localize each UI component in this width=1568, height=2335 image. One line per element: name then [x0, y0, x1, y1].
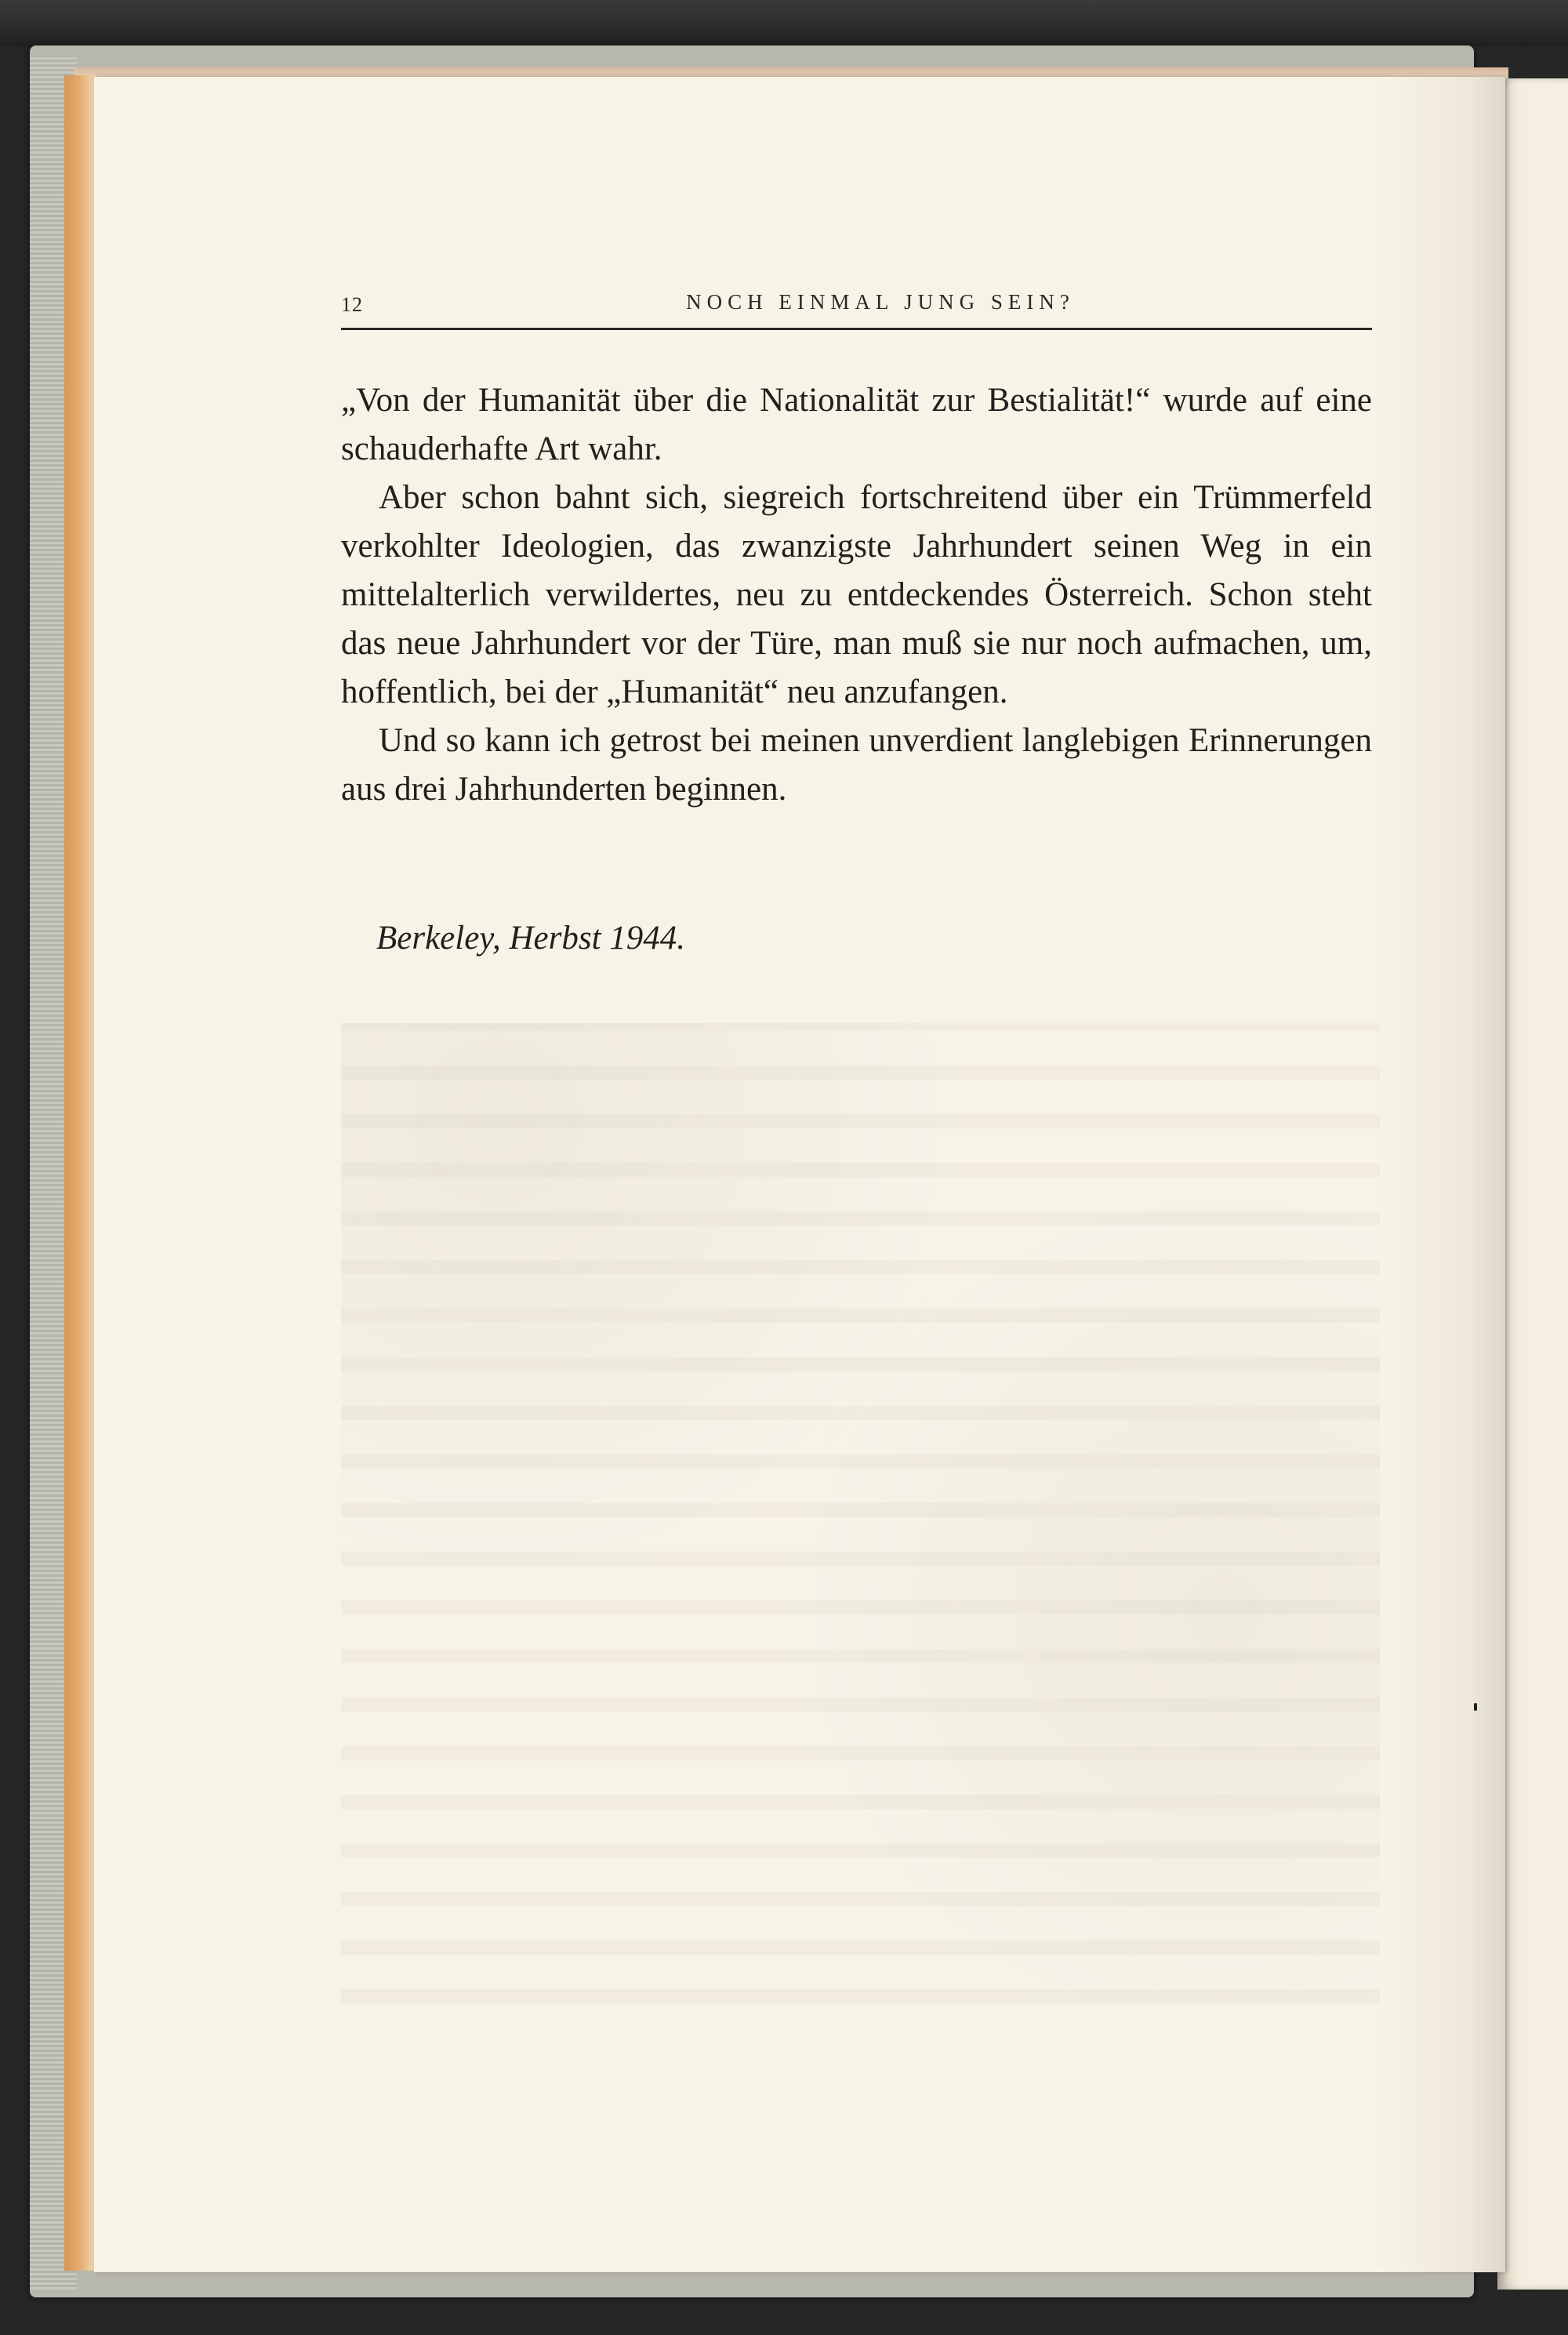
closing-place-date: Berkeley, Herbst 1944.: [376, 920, 686, 957]
paragraph-1: „Von der Humanität über die Nationalität zur Bestialität!“ wurde auf eine schauderhafte Art wahr.: [341, 382, 1372, 467]
page-left-edge: [64, 75, 96, 2271]
scan-background: [0, 0, 1568, 47]
running-head: [341, 290, 1372, 323]
right-page-stack: [1497, 78, 1568, 2290]
header-rule: [341, 328, 1372, 330]
page-number: 12: [341, 293, 363, 316]
paragraph-3: Und so kann ich getrost bei meinen unverdient langlebigen Erinnerungen aus drei Jahrhunderten beginnen.: [341, 722, 1372, 808]
main-text: [341, 376, 1372, 814]
book-title: NOCH EINMAL JUNG SEIN?: [686, 290, 1075, 314]
paragraph-2: Aber schon bahnt sich, siegreich fortschreitend über ein Trümmerfeld verkohlter Ideologien, das zwanzigste Jahrhundert seinen Weg in ein mittelalterlich verwildertes, neu zu entdeckendes Österreich. Schon steht das neue Jahrhundert vor der Türe, man muß sie nur noch aufmachen, um, hoffentlich, bei der „Humanität“ neu anzufangen.: [341, 479, 1372, 710]
paper-speck: [1474, 1703, 1477, 1711]
